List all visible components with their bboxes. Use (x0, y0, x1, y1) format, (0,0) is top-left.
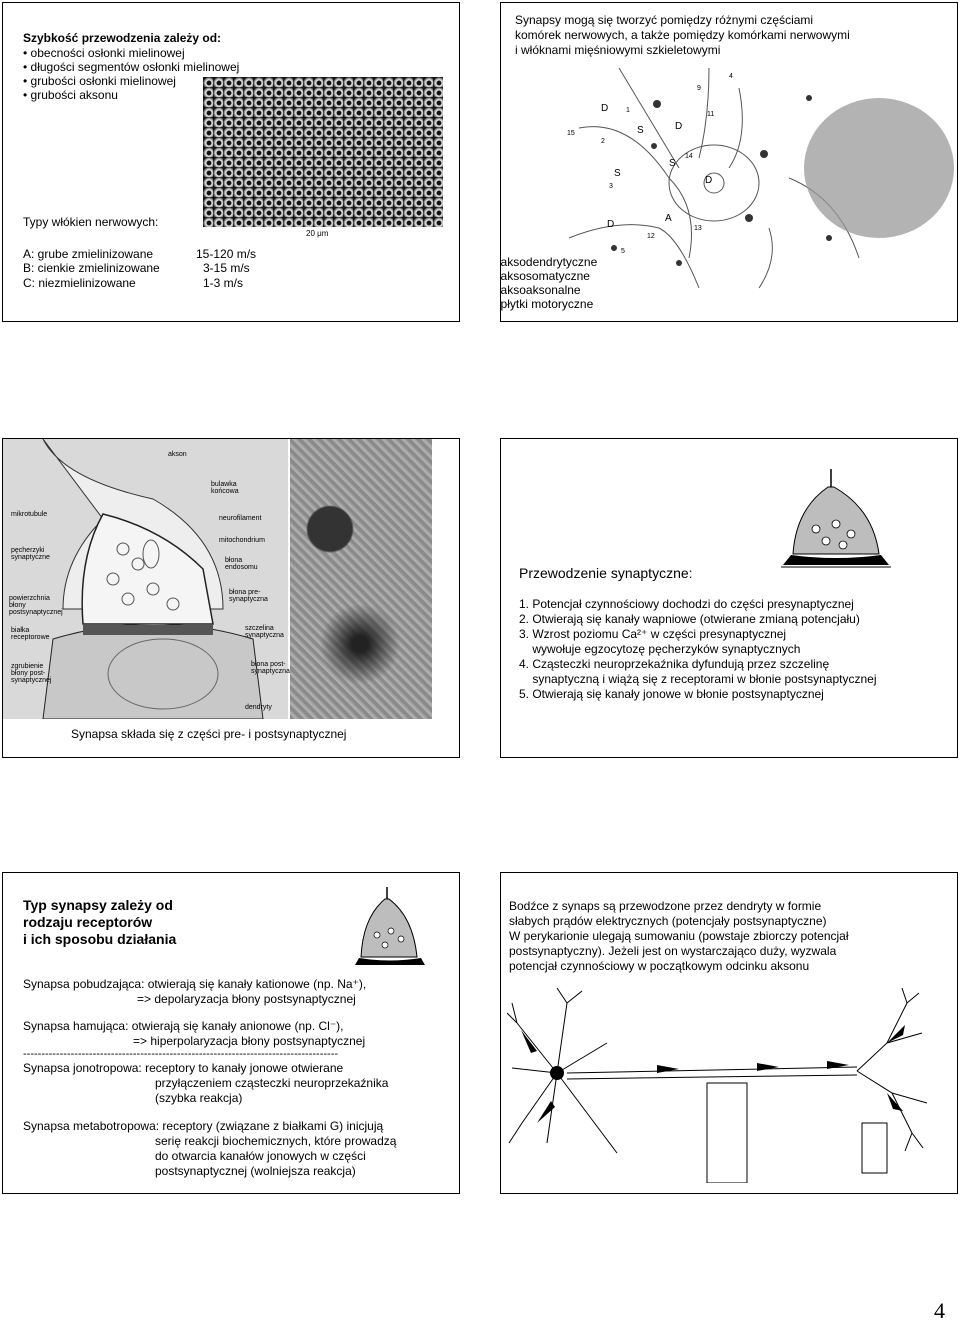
fiber-type-b: B: cienkie zmielinizowane (23, 261, 160, 275)
label-microtubules: mikrotubule (11, 511, 48, 518)
diagram-label-3: 3 (609, 183, 613, 190)
fiber-speed-c: 1-3 m/s (203, 276, 244, 290)
inhibitory-synapse: Synapsa hamująca: otwierają się kanały anionowe (np. Cl⁻), (23, 1019, 344, 1033)
diagram-label-a: A (665, 213, 672, 224)
scale-bar-label: 20 μm (306, 229, 329, 238)
slide-dendritic-integration (500, 872, 958, 1194)
slide-synapse-types (2, 872, 460, 1194)
synapse-types-list (500, 255, 597, 311)
label-dendrites: dendryty (245, 704, 272, 711)
step-3: 3. Wzrost poziomu Ca²⁺ w części presynaptycznej (519, 627, 787, 641)
slide5-title-line: i ich sposobu działania (23, 931, 177, 947)
diagram-label-5: 5 (621, 248, 625, 255)
label-synaptic-vesicles: pęcherzyki synaptyczne (11, 547, 50, 561)
slide5-title-line: Typ synapsy zależy od (23, 897, 173, 913)
slide1-title: Szybkość przewodzenia zależy od: (23, 31, 222, 45)
fiber-speed-a: 15-120 m/s (196, 247, 257, 261)
diagram-label-4: 4 (729, 73, 733, 80)
slide-synapse-structure (2, 438, 460, 758)
slide6-line: W perykarionie ulegają sumowaniu (powstaje zbiorczy potencjał (509, 929, 849, 943)
ionotropic-speed: (szybka reakcja) (155, 1091, 243, 1105)
diagram-label-2: 2 (601, 138, 605, 145)
excitatory-synapse: Synapsa pobudzająca: otwierają się kanały kationowe (np. Na⁺), (23, 977, 367, 991)
bullet-item: • aksoaksonalne (500, 283, 597, 297)
bullet-item: • aksosomatyczne (500, 269, 597, 283)
step-4-cont: synaptyczną i wiążą się z receptorami w błonie postsynaptycznej (519, 672, 877, 686)
bullet-item: • obecności osłonki mielinowej (23, 46, 239, 60)
step-3-cont: wywołuje egzocytozę pęcherzyków synaptycznych (519, 642, 801, 656)
diagram-label-9: 9 (697, 85, 701, 92)
label-postsynaptic-density: zgrubienie błony post-synaptycznej (11, 663, 52, 684)
neuron-signal-diagram (507, 983, 927, 1183)
excitatory-effect: => depolaryzacja błony postsynaptycznej (137, 992, 356, 1006)
diagram-label-s: S (614, 168, 621, 179)
label-bouton: bulawka końcowa (211, 481, 239, 495)
metabotropic-speed: postsynaptycznej (wolniejsza reakcja) (155, 1164, 356, 1178)
fiber-speed-b: 3-15 m/s (203, 261, 250, 275)
bullet-item: • długości segmentów osłonki mielinowej (23, 60, 239, 74)
label-postsynaptic-surface: powierzchnia błony postsynaptycznej (9, 595, 63, 616)
diagram-label-d: D (601, 103, 609, 114)
slide6-line: potencjał czynnościowy w początkowym odcinku aksonu (509, 959, 810, 973)
diagram-label-15: 15 (567, 130, 575, 137)
separator-line: -------------------------------------------------------------------------------------- (23, 1048, 339, 1060)
step-4: 4. Cząsteczki neuroprzekaźnika dyfundują przez szczelinę (519, 657, 830, 671)
slide-synaptic-transmission (500, 438, 958, 758)
slide6-line: Bodźce z synaps są przewodzone przez dendryty w formie (509, 899, 822, 913)
diagram-label-1: 1 (626, 107, 630, 114)
neuron-synapse-diagram (559, 58, 958, 318)
slide-synapse-locations (500, 2, 958, 322)
diagram-label-s: S (637, 125, 644, 136)
label-presynaptic-membrane: błona pre-synaptyczna (229, 589, 268, 603)
slide2-title-line: i włóknami mięśniowymi szkieletowymi (515, 43, 721, 57)
fiber-types-heading: Typy włókien nerwowych: (23, 215, 159, 229)
diagram-label-d: D (607, 219, 615, 230)
diagram-label-s: S (669, 158, 676, 169)
slide6-line: postsynaptyczny). Jeżeli jest on wystarczająco duży, wyzwala (509, 944, 837, 958)
ionotropic-cont: przyłączeniem cząsteczki neuroprzekaźnika (155, 1076, 389, 1090)
inhibitory-effect: => hiperpolaryzacja błony postsynaptycznej (133, 1034, 366, 1048)
bullet-item: • grubości osłonki mielinowej (23, 74, 239, 88)
bullet-item: • grubości aksonu (23, 88, 239, 102)
synapse-bulb-icon (355, 887, 425, 977)
diagram-label-d: D (705, 175, 713, 186)
slide4-title: Przewodzenie synaptyczne: (519, 565, 693, 581)
step-5: 5. Otwierają się kanały jonowe w błonie postsynaptycznej (519, 687, 824, 701)
fiber-type-a: A: grube zmielinizowane (23, 247, 154, 261)
fiber-type-c: C: niezmielinizowane (23, 276, 136, 290)
step-2: 2. Otwierają się kanały wapniowe (otwierane zmianą potencjału) (519, 612, 860, 626)
label-postsynaptic-membrane: błona post-synaptyczna (251, 661, 290, 675)
ionotropic-synapse: Synapsa jonotropowa: receptory to kanały jonowe otwierane (23, 1061, 344, 1075)
synapse-bulb-icon (781, 469, 891, 579)
label-axon: akson (168, 451, 187, 458)
label-mitochondrion: mitochondrium (219, 537, 265, 544)
page-number: 4 (934, 1298, 945, 1323)
label-synaptic-cleft: szczelina synaptyczna (245, 625, 284, 639)
diagram-label-d: D (675, 121, 683, 132)
metabotropic-cont: serię reakcji biochemicznych, które prowadzą (155, 1134, 397, 1148)
metabotropic-synapse: Synapsa metabotropowa: receptory (związane z białkami G) inicjują (23, 1119, 384, 1133)
bullet-item: • aksodendrytyczne (500, 255, 597, 269)
slide1-bullets (23, 46, 239, 102)
diagram-label-12: 12 (647, 233, 655, 240)
slide2-title-line: Synapsy mogą się tworzyć pomiędzy różnymi częściami (515, 13, 814, 27)
bullet-item: • płytki motoryczne (500, 297, 597, 311)
diagram-label-13: 13 (694, 225, 702, 232)
slide2-title-line: komórek nerwowych, a także pomiędzy komórkami nerwowymi (515, 28, 850, 42)
label-receptor-proteins: białka receptorowe (11, 627, 50, 641)
label-neurofilament: neurofilament (219, 515, 262, 522)
slide6-line: słabych prądów elektrycznych (potencjały postsynaptyczne) (509, 914, 827, 928)
slide3-caption: Synapsa składa się z części pre- i postsynaptycznej (71, 727, 347, 741)
label-endosome: błona endosomu (225, 557, 258, 571)
synapse-em-micrograph (290, 439, 432, 719)
step-1: 1. Potencjał czynnościowy dochodzi do części presynaptycznej (519, 597, 854, 611)
slide5-title-line: rodzaju receptorów (23, 914, 153, 930)
diagram-label-11: 11 (707, 111, 715, 118)
metabotropic-cont: do otwarcia kanałów jonowych w części (155, 1149, 366, 1163)
slide-conduction-speed (2, 2, 460, 322)
diagram-label-14: 14 (685, 153, 693, 160)
